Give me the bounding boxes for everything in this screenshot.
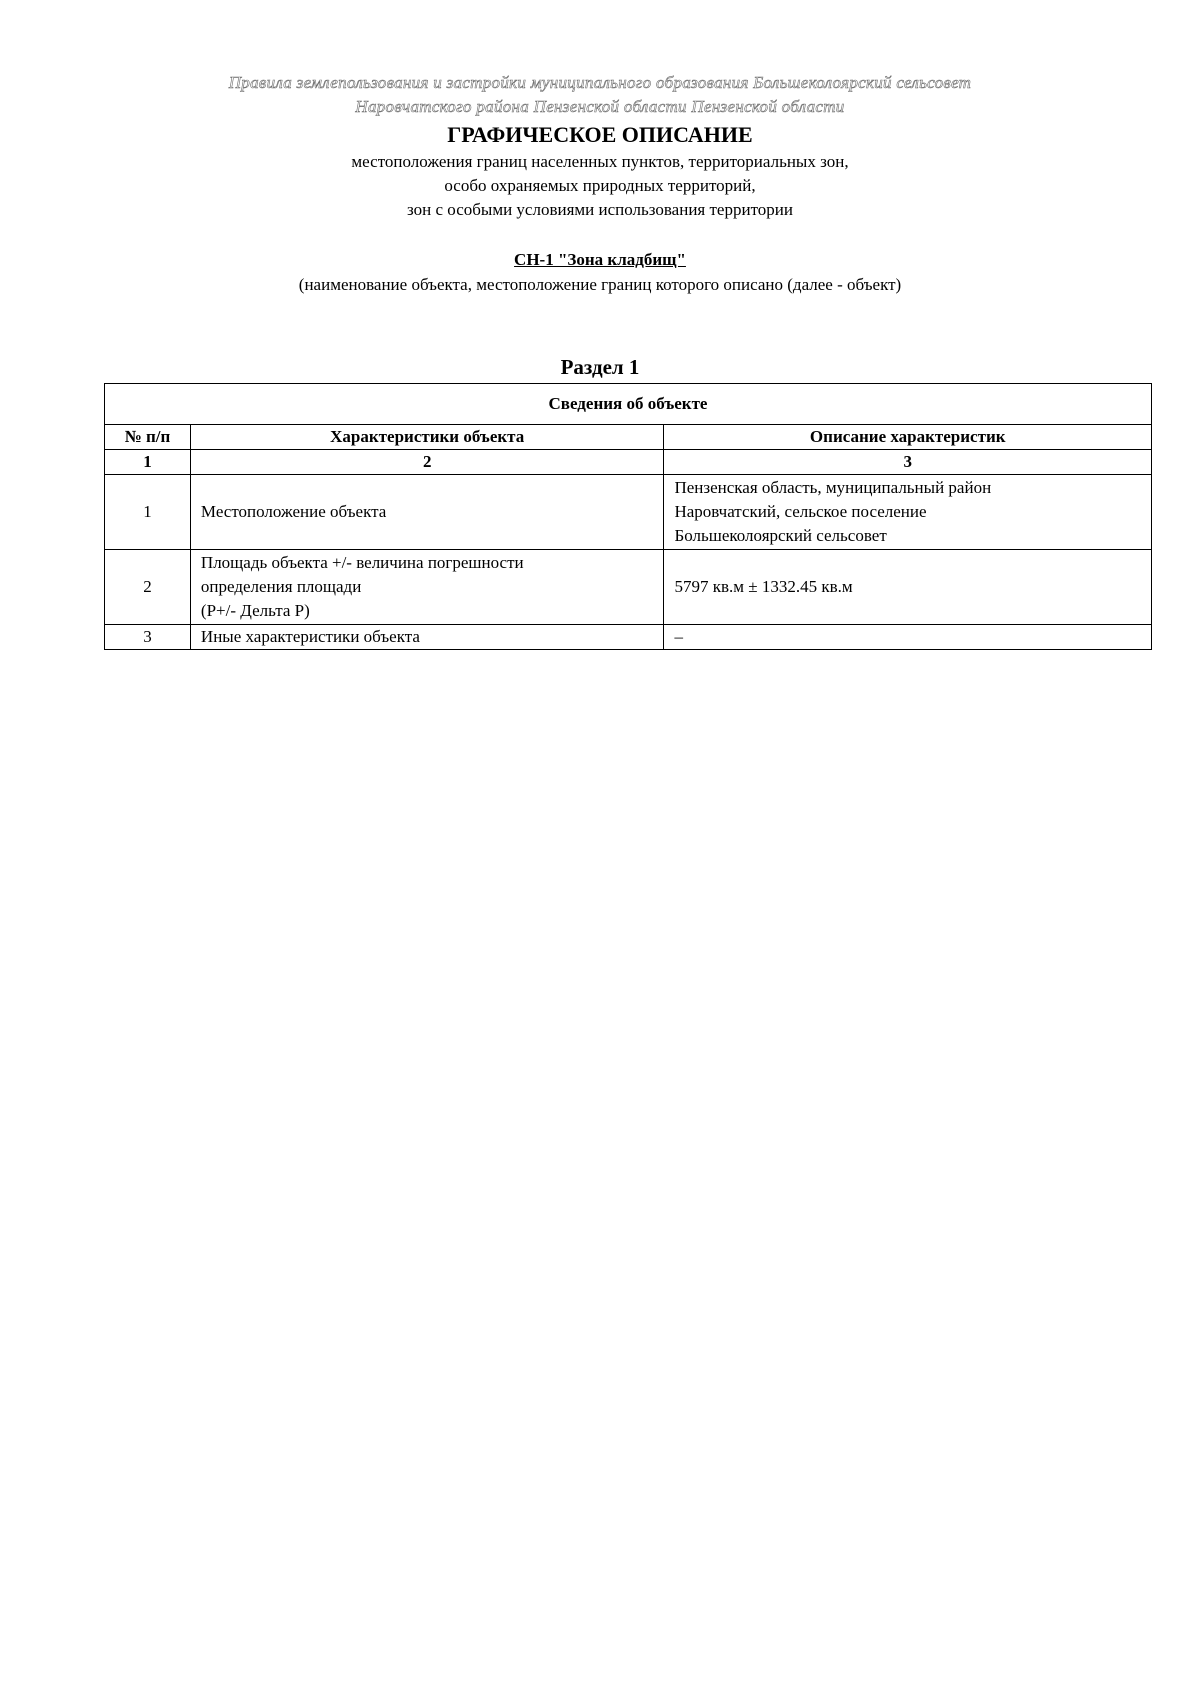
section-title: Раздел 1 (560, 355, 640, 379)
row-characteristic (190, 550, 664, 625)
characteristic-line: Местоположение объекта (200, 502, 387, 521)
column-number-2: 2 (190, 450, 664, 475)
description-line: Наровчатский, сельское поселение (674, 502, 927, 521)
row-description (664, 475, 1152, 550)
description-line: – (674, 627, 683, 646)
column-number-1: 1 (105, 450, 191, 475)
subtitle-line-2: особо охраняемых природных территорий, (444, 176, 756, 195)
table-row (105, 625, 1152, 650)
characteristic-line: Площадь объекта +/- величина погрешности (200, 553, 524, 572)
row-number: 2 (105, 550, 191, 625)
description-line: 5797 кв.м ± 1332.45 кв.м (674, 577, 853, 596)
column-header-number: № п/п (105, 425, 191, 450)
row-characteristic (190, 475, 664, 550)
subtitle-line-3: зон с особыми условиями использования территории (407, 200, 793, 219)
document-header-line-2: Наровчатского района Пензенской области Пензенской области (355, 97, 845, 116)
document-header-line-1: Правила землепользования и застройки муниципального образования Большеколоярский сельсовет (228, 73, 972, 92)
row-description (664, 550, 1152, 625)
description-line: Пензенская область, муниципальный район (674, 478, 992, 497)
column-header-description: Описание характеристик (664, 425, 1152, 450)
document-title: ГРАФИЧЕСКОЕ ОПИСАНИЕ (447, 122, 753, 147)
row-description (664, 625, 1152, 650)
characteristic-line: Иные характеристики объекта (200, 627, 420, 646)
object-name: СН-1 "Зона кладбищ" (514, 250, 686, 269)
row-number: 1 (105, 475, 191, 550)
column-number-3: 3 (664, 450, 1152, 475)
object-caption: (наименование объекта, местоположение границ которого описано (далее - объект) (298, 275, 902, 294)
column-number-row (105, 450, 1152, 475)
table-caption: Сведения об объекте (105, 384, 1152, 425)
table-row (105, 550, 1152, 625)
column-header-characteristic: Характеристики объекта (190, 425, 664, 450)
characteristic-line: (Р+/- Дельта Р) (200, 601, 310, 620)
row-characteristic (190, 625, 664, 650)
subtitle-line-1: местоположения границ населенных пунктов, территориальных зон, (351, 152, 849, 171)
object-info-table (104, 383, 1152, 650)
table-row (105, 475, 1152, 550)
characteristic-line: определения площади (200, 577, 362, 596)
table-header-row (105, 425, 1152, 450)
description-line: Большеколоярский сельсовет (674, 526, 887, 545)
table-caption-row (105, 384, 1152, 425)
row-number: 3 (105, 625, 191, 650)
